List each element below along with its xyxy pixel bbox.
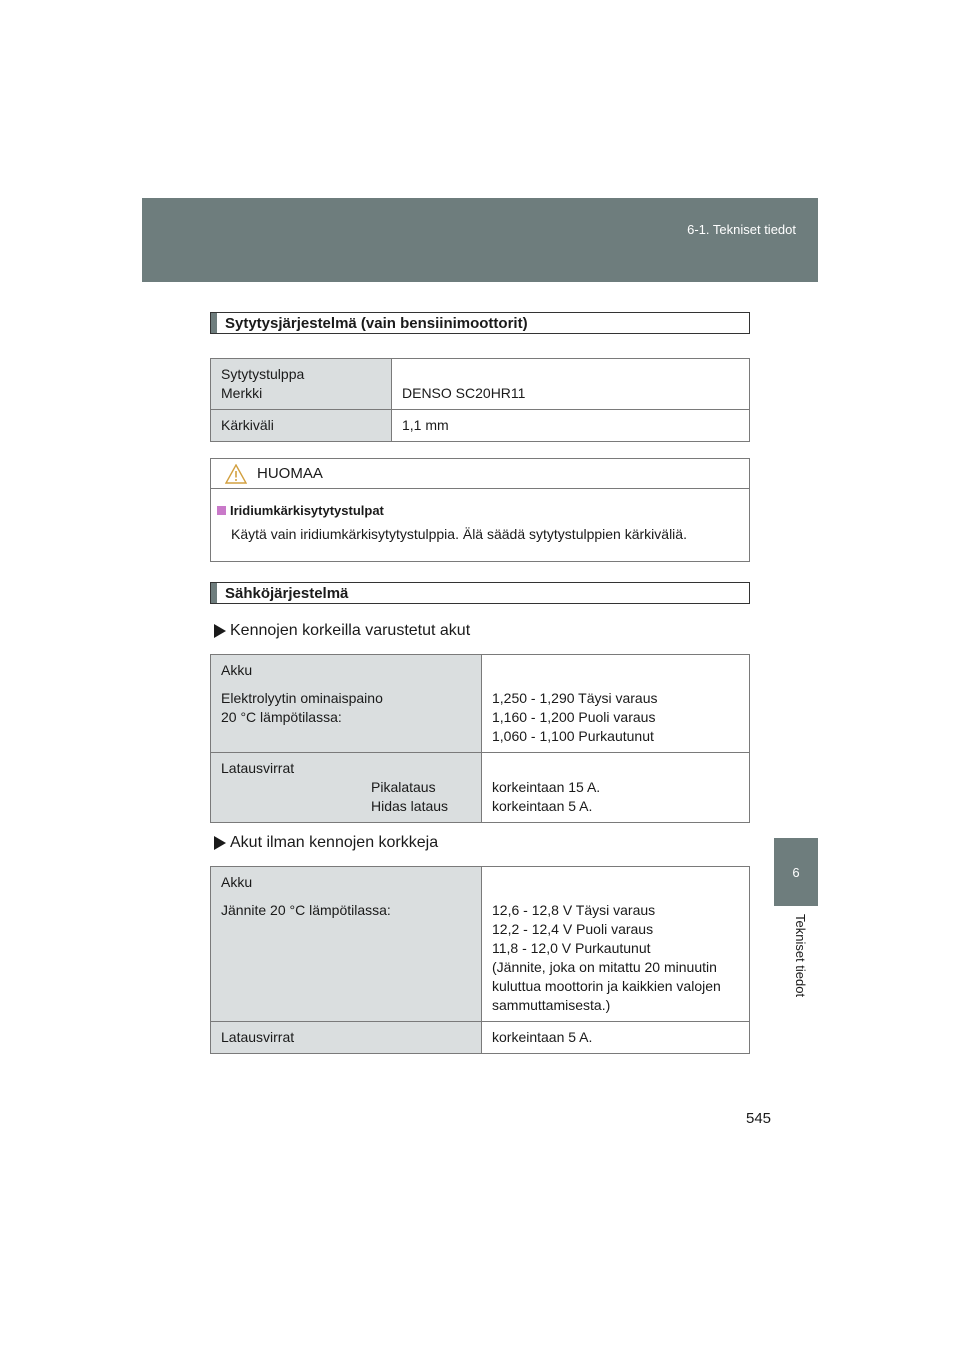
- triangle-bullet-icon: [214, 836, 226, 850]
- brand-value: DENSO SC20HR11: [402, 385, 526, 401]
- gravity-value: 1,060 - 1,100 Purkautunut: [492, 728, 654, 744]
- gravity-value: 1,160 - 1,200 Puoli varaus: [492, 709, 656, 725]
- heading-bar: [211, 583, 217, 603]
- charge-value: korkeintaan 5 A.: [482, 1022, 750, 1054]
- bullet-square-icon: [217, 506, 226, 515]
- table-row: [211, 359, 750, 410]
- caution-item: [217, 503, 749, 518]
- caution-box: [210, 458, 750, 562]
- warning-triangle-icon: [225, 464, 247, 484]
- battery-label: Akku: [221, 662, 253, 678]
- voltage-note: (Jännite, joka on mitattu 20 minuutin: [492, 959, 717, 975]
- voltage-key-cell: [211, 867, 482, 1022]
- charge-value-cell: [482, 753, 750, 823]
- caution-title: HUOMAA: [257, 465, 323, 482]
- voltage-note: sammuttamisesta.): [492, 997, 611, 1013]
- slow-charge-label: Hidas lataus: [371, 798, 449, 814]
- spark-plug-label: Sytytystulppa: [221, 366, 305, 382]
- fast-charge-label: Pikalataus: [371, 779, 436, 795]
- ignition-heading: [210, 312, 750, 334]
- charge-label: Latausvirrat: [211, 1022, 482, 1054]
- gravity-label-line-2: 20 °C lämpötilassa:: [221, 709, 342, 725]
- voltage-value: 12,6 - 12,8 V Täysi varaus: [492, 902, 656, 918]
- brand-value-cell: [392, 359, 750, 410]
- slow-charge-value: korkeintaan 5 A.: [492, 798, 593, 814]
- header-band: [142, 198, 818, 282]
- charge-label: Latausvirrat: [221, 760, 295, 776]
- gravity-label-line-1: Elektrolyytin ominaispaino: [221, 690, 383, 706]
- charge-key-cell: [211, 753, 482, 823]
- subheading-text: Kennojen korkeilla varustetut akut: [230, 622, 471, 639]
- subheading-with-caps: [214, 622, 470, 640]
- heading-bar: [211, 313, 217, 333]
- gravity-key-cell: [211, 655, 482, 753]
- chapter-number: 6: [792, 864, 800, 880]
- battery-label: Akku: [221, 874, 253, 890]
- chapter-tab: [774, 838, 818, 906]
- subheading-without-caps: [214, 834, 438, 852]
- spark-plug-key-cell: [211, 359, 392, 410]
- table-row: [211, 410, 750, 442]
- table-row: [211, 867, 750, 1022]
- ignition-table: [210, 358, 750, 442]
- gravity-value-cell: [482, 655, 750, 753]
- caution-header: [211, 459, 749, 489]
- table-row: [211, 1022, 750, 1054]
- gap-label: Kärkiväli: [211, 410, 392, 442]
- electrical-title: Sähköjärjestelmä: [225, 584, 349, 602]
- electrical-heading: [210, 582, 750, 604]
- fast-charge-value: korkeintaan 15 A.: [492, 779, 601, 795]
- section-label: 6-1. Tekniset tiedot: [687, 222, 796, 237]
- subheading-text: Akut ilman kennojen korkkeja: [230, 834, 439, 851]
- brand-label: Merkki: [221, 385, 263, 401]
- voltage-value: 12,2 - 12,4 V Puoli varaus: [492, 921, 654, 937]
- table-row: [211, 655, 750, 753]
- battery-with-caps-table: [210, 654, 750, 823]
- table-row: [211, 753, 750, 823]
- chapter-label: Tekniset tiedot: [793, 914, 808, 998]
- voltage-value: 11,8 - 12,0 V Purkautunut: [492, 940, 651, 956]
- triangle-bullet-icon: [214, 624, 226, 638]
- voltage-value-cell: [482, 867, 750, 1022]
- voltage-note: kuluttua moottorin ja kaikkien valojen: [492, 978, 721, 994]
- voltage-label: Jännite 20 °C lämpötilassa:: [221, 902, 391, 918]
- battery-without-caps-table: [210, 866, 750, 1054]
- caution-item-title: Iridiumkärkisytytystulpat: [230, 503, 384, 518]
- gap-value: 1,1 mm: [392, 410, 750, 442]
- caution-text: Käytä vain iridiumkärkisytytystulppia. Älä säädä sytytystulppien kärkiväliä.: [231, 526, 687, 542]
- gravity-value: 1,250 - 1,290 Täysi varaus: [492, 690, 658, 706]
- ignition-title: Sytytysjärjestelmä (vain bensiinimoottorit): [225, 314, 528, 332]
- page-number: 545: [746, 1110, 772, 1127]
